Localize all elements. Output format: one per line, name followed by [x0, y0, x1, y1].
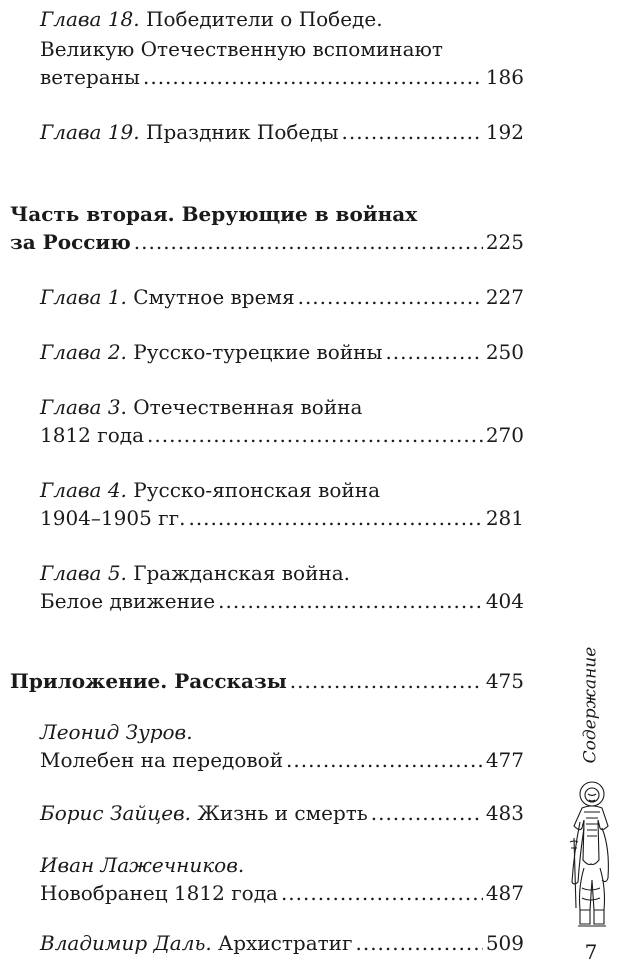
- dot-leader: [355, 929, 482, 957]
- chapter-label: Глава 18.: [40, 7, 140, 31]
- toc-entry-ch18-line1: [40, 5, 524, 33]
- appendix-title-line[interactable]: [10, 667, 524, 695]
- page-number: 475: [485, 669, 524, 693]
- chapter-label: Глава 2.: [40, 340, 127, 364]
- story-title: Молебен на передовой: [40, 748, 284, 772]
- toc-entry-p2ch2[interactable]: [40, 338, 524, 366]
- page-number: 483: [485, 801, 524, 825]
- page-number: 487: [485, 881, 524, 905]
- chapter-title: Праздник Победы: [139, 120, 339, 144]
- running-head: [566, 646, 614, 764]
- story-title: Новобранец 1812 года: [40, 881, 278, 905]
- chapter-title: Гражданская война.: [126, 561, 351, 585]
- story3-author: Иван Лажечников.: [40, 853, 245, 877]
- toc-entry-story3[interactable]: [40, 879, 524, 907]
- page-number: 250: [485, 340, 524, 364]
- page-number: 227: [485, 285, 524, 309]
- part-title: за Россию: [10, 230, 131, 254]
- chapter-label: Глава 3.: [40, 395, 127, 419]
- story-title: Архистратиг: [211, 931, 353, 955]
- story1-author: Леонид Зуров.: [40, 720, 193, 744]
- dot-leader: [143, 63, 483, 91]
- running-head-text: Содержание: [580, 646, 601, 764]
- dot-leader: [218, 587, 483, 615]
- dot-leader: [298, 283, 483, 311]
- chapter-title: Смутное время: [126, 285, 295, 309]
- chapter-label: Глава 1.: [40, 285, 127, 309]
- appendix-title: Приложение. Рассказы: [10, 669, 287, 693]
- chapter-title: Отечественная война: [126, 395, 363, 419]
- toc-entry-ch18-line2: Великую Отечественную вспоминают: [40, 37, 443, 61]
- dot-leader: [286, 746, 483, 774]
- dot-leader: [134, 228, 483, 256]
- chapter-title: Победители о Победе.: [139, 7, 383, 31]
- page-number: 509: [485, 931, 524, 955]
- toc-entry-p2ch3-line1: [40, 393, 524, 421]
- part-title-line1: Часть вторая. Верующие в войнах: [10, 202, 418, 226]
- page-number-footer: 7: [584, 940, 598, 964]
- dot-leader: [147, 421, 483, 449]
- chapter-title: 1812 года: [40, 423, 145, 447]
- chapter-title: Русско-японская война: [126, 478, 380, 502]
- story-title: Жизнь и смерть: [191, 801, 368, 825]
- chapter-title: Русско-турецкие войны: [126, 340, 383, 364]
- dot-leader: [385, 338, 482, 366]
- dot-leader: [342, 118, 483, 146]
- page-number: 270: [485, 423, 524, 447]
- chapter-label: Глава 19.: [40, 120, 140, 144]
- toc-entry-p2ch1[interactable]: [40, 283, 524, 311]
- part-title-line2[interactable]: [10, 228, 524, 256]
- chapter-title: ветераны: [40, 65, 140, 89]
- toc-entry-ch19[interactable]: [40, 118, 524, 146]
- page-number: 225: [485, 230, 524, 254]
- page-number: 477: [485, 748, 524, 772]
- chapter-title: Белое движение: [40, 589, 216, 613]
- toc-entry-p2ch3-line2[interactable]: [40, 421, 524, 449]
- toc-entry-story4[interactable]: [40, 929, 524, 957]
- toc-entry-story2[interactable]: [40, 799, 524, 827]
- dot-leader: [290, 667, 483, 695]
- saint-warrior-icon: [562, 778, 618, 938]
- story-author: Борис Зайцев.: [40, 801, 192, 825]
- page-number: 192: [485, 120, 524, 144]
- toc-entry-p2ch4-line2[interactable]: [40, 504, 524, 532]
- chapter-title: 1904–1905 гг.: [40, 506, 186, 530]
- toc-entry-p2ch4-line1: [40, 476, 524, 504]
- dot-leader: [371, 799, 483, 827]
- chapter-label: Глава 4.: [40, 478, 127, 502]
- dot-leader: [188, 504, 482, 532]
- toc-entry-story1[interactable]: [40, 746, 524, 774]
- story-author: Владимир Даль.: [40, 931, 212, 955]
- toc-entry-p2ch5-line2[interactable]: [40, 587, 524, 615]
- dot-leader: [281, 879, 483, 907]
- page-number: 404: [485, 589, 524, 613]
- chapter-label: Глава 5.: [40, 561, 127, 585]
- toc-entry-p2ch5-line1: [40, 559, 524, 587]
- toc-entry-ch18-line3[interactable]: [40, 63, 524, 91]
- page-number: 281: [485, 506, 524, 530]
- page-number: 186: [485, 65, 524, 89]
